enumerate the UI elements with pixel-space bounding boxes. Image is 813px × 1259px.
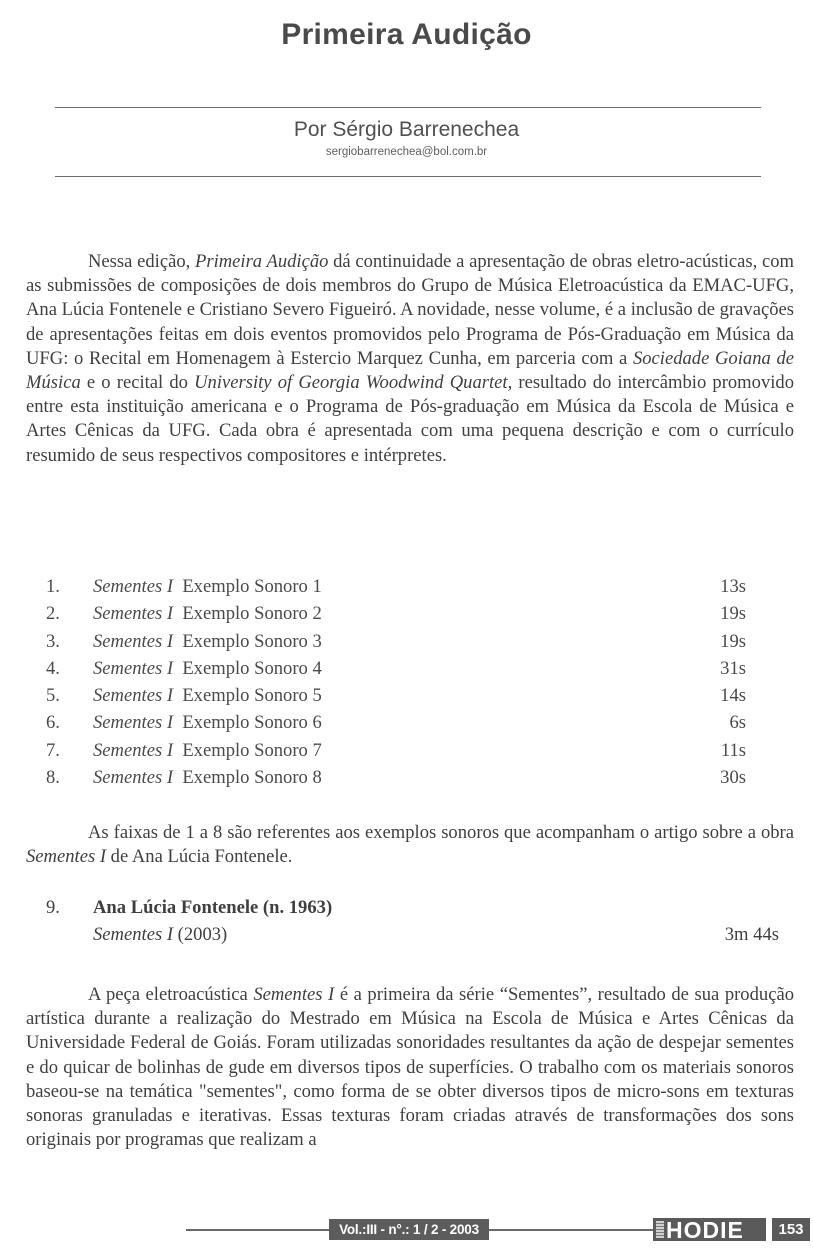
header-rule-bottom: [55, 176, 761, 177]
track-label: Exemplo Sonoro 1: [182, 576, 322, 597]
track-name: [93, 737, 322, 764]
track-duration: 14s: [720, 685, 746, 707]
track-item: [46, 628, 746, 655]
header-rule-top: [55, 107, 761, 108]
intro-text-2: dá continuidade a apresentação de obras eletro-acústicas, com as submissões de composições de dois membros do Grupo de Música Eletroacústica da EMAC-UFG, Ana Lúcia Fontenele e Cristiano Severo Figueiró. A novidade, nesse volume, é a inclusão de gravações de apresentações feitas em dois eventos promovidos pelo Programa de Pós-Graduação em Música da UFG: o Recital em Homenagem à Estercio Marquez Cunha, em parceria com a: [26, 251, 794, 369]
intro-italic-society: Sociedade Goiana de Música: [26, 347, 795, 394]
track-work: Sementes I: [93, 603, 174, 625]
track-item: [46, 573, 746, 600]
track-item: [46, 709, 746, 736]
track-name: [93, 682, 322, 709]
track-item: [46, 682, 746, 709]
track-label: Exemplo Sonoro 5: [182, 685, 322, 707]
tracks-note-paragraph: [26, 821, 794, 869]
track-work: Sementes I: [93, 767, 174, 789]
track-number: 3.: [46, 630, 60, 652]
track-name: [93, 655, 322, 682]
description-paragraph: [26, 983, 794, 1152]
track-duration: 3m 44s: [724, 924, 779, 945]
track-label: Exemplo Sonoro 6: [182, 712, 322, 734]
track-name: [93, 709, 322, 736]
work-title: [93, 924, 227, 946]
volume-label: Vol.:III - n°.: 1 / 2 - 2003: [329, 1219, 489, 1240]
track-number: 4.: [46, 657, 60, 679]
track-list: [46, 573, 746, 791]
article-title: Primeira Audição: [281, 18, 532, 51]
track-work: Sementes I: [93, 657, 174, 679]
intro-text-1: Nessa edição,: [88, 251, 195, 272]
track-item: [46, 764, 746, 791]
track-duration: 30s: [720, 767, 746, 789]
track-name: [93, 600, 322, 627]
track-label: Exemplo Sonoro 8: [182, 767, 322, 789]
track-duration: 13s: [720, 576, 746, 597]
journal-name: HODIE: [666, 1217, 744, 1243]
track-number: 2.: [46, 603, 60, 625]
description-italic: Sementes I: [253, 984, 335, 1005]
track-item: [46, 655, 746, 682]
author-email: sergiobarrenechea@bol.com.br: [325, 146, 488, 158]
intro-italic-title: Primeira Audição: [194, 251, 329, 272]
tracks-note-text-2: de Ana Lúcia Fontenele.: [106, 846, 293, 868]
intro-text-3: e o recital do: [80, 372, 195, 394]
track-duration: 11s: [720, 739, 746, 761]
track-label: Exemplo Sonoro 3: [182, 630, 322, 652]
track-number: 8.: [46, 767, 60, 789]
author-byline: Por Sérgio Barrenechea: [293, 118, 520, 141]
tracks-note-text-1: As faixas de 1 a 8 são referentes aos exemplos sonoros que acompanham o artigo sobre a obra: [88, 822, 794, 843]
track-work: Sementes I: [93, 712, 174, 734]
track-number: 9.: [46, 897, 60, 918]
track-label: Exemplo Sonoro 7: [182, 739, 322, 761]
track-duration: 31s: [720, 657, 746, 679]
description-text-2: é a primeira da série “Sementes”, resultado de sua produção artística durante a realização do Mestrado em Música na Escola de Música e Artes Cênicas da Universidade Federal de Goiás. Foram utilizadas sonoridades resultantes da ação de despejar sementes e do quicar de bolinhas de gude em diversos tipos de superfícies. O trabalho com os materiais sonoros baseou-se na temática "sementes", como forma de se obter diversos tipos de micro-sons em texturas sonoras granuladas e iterativas. Essas texturas foram criadas através de transformações dos sons originais por programas que realizam a: [26, 984, 795, 1151]
track-duration: 19s: [720, 603, 746, 625]
track-item: [46, 737, 746, 764]
track-item: [46, 600, 746, 627]
track-name: [93, 764, 322, 791]
logo-side-strip: [656, 1221, 664, 1238]
track-work: Sementes I: [93, 576, 174, 597]
description-text-1: A peça eletroacústica: [88, 984, 254, 1005]
page-number: 153: [772, 1218, 810, 1241]
track-name: [93, 628, 322, 655]
intro-italic-quartet: University of Georgia Woodwind Quartet: [194, 372, 508, 394]
tracks-note-italic: Sementes I: [26, 846, 107, 868]
work-title-italic: Sementes I: [93, 924, 174, 945]
track-name: [93, 573, 322, 600]
track-work: Sementes I: [93, 630, 174, 652]
track-number: 7.: [46, 739, 60, 761]
track-number: 1.: [46, 576, 60, 597]
track-label: Exemplo Sonoro 4: [182, 657, 322, 679]
track-label: Exemplo Sonoro 2: [182, 603, 322, 625]
work-year: (2003): [173, 924, 228, 945]
journal-logo: [653, 1218, 766, 1241]
composer-name: Ana Lúcia Fontenele (n. 1963): [93, 897, 333, 918]
track-duration: 19s: [720, 630, 746, 652]
track-duration: 6s: [729, 712, 746, 734]
intro-text-4: , resultado do intercâmbio promovido entre esta instituição americana e o Programa de Pós-graduação em Música da Escola de Música e Artes Cênicas da UFG. Cada obra é apresentada com uma pequena descrição e com o currículo resumido de seus respectivos compositores e intérpretes.: [26, 372, 794, 466]
track-number: 6.: [46, 712, 60, 734]
track-number: 5.: [46, 685, 60, 707]
intro-paragraph: [26, 250, 794, 468]
track-work: Sementes I: [93, 739, 174, 761]
track-work: Sementes I: [93, 685, 174, 707]
